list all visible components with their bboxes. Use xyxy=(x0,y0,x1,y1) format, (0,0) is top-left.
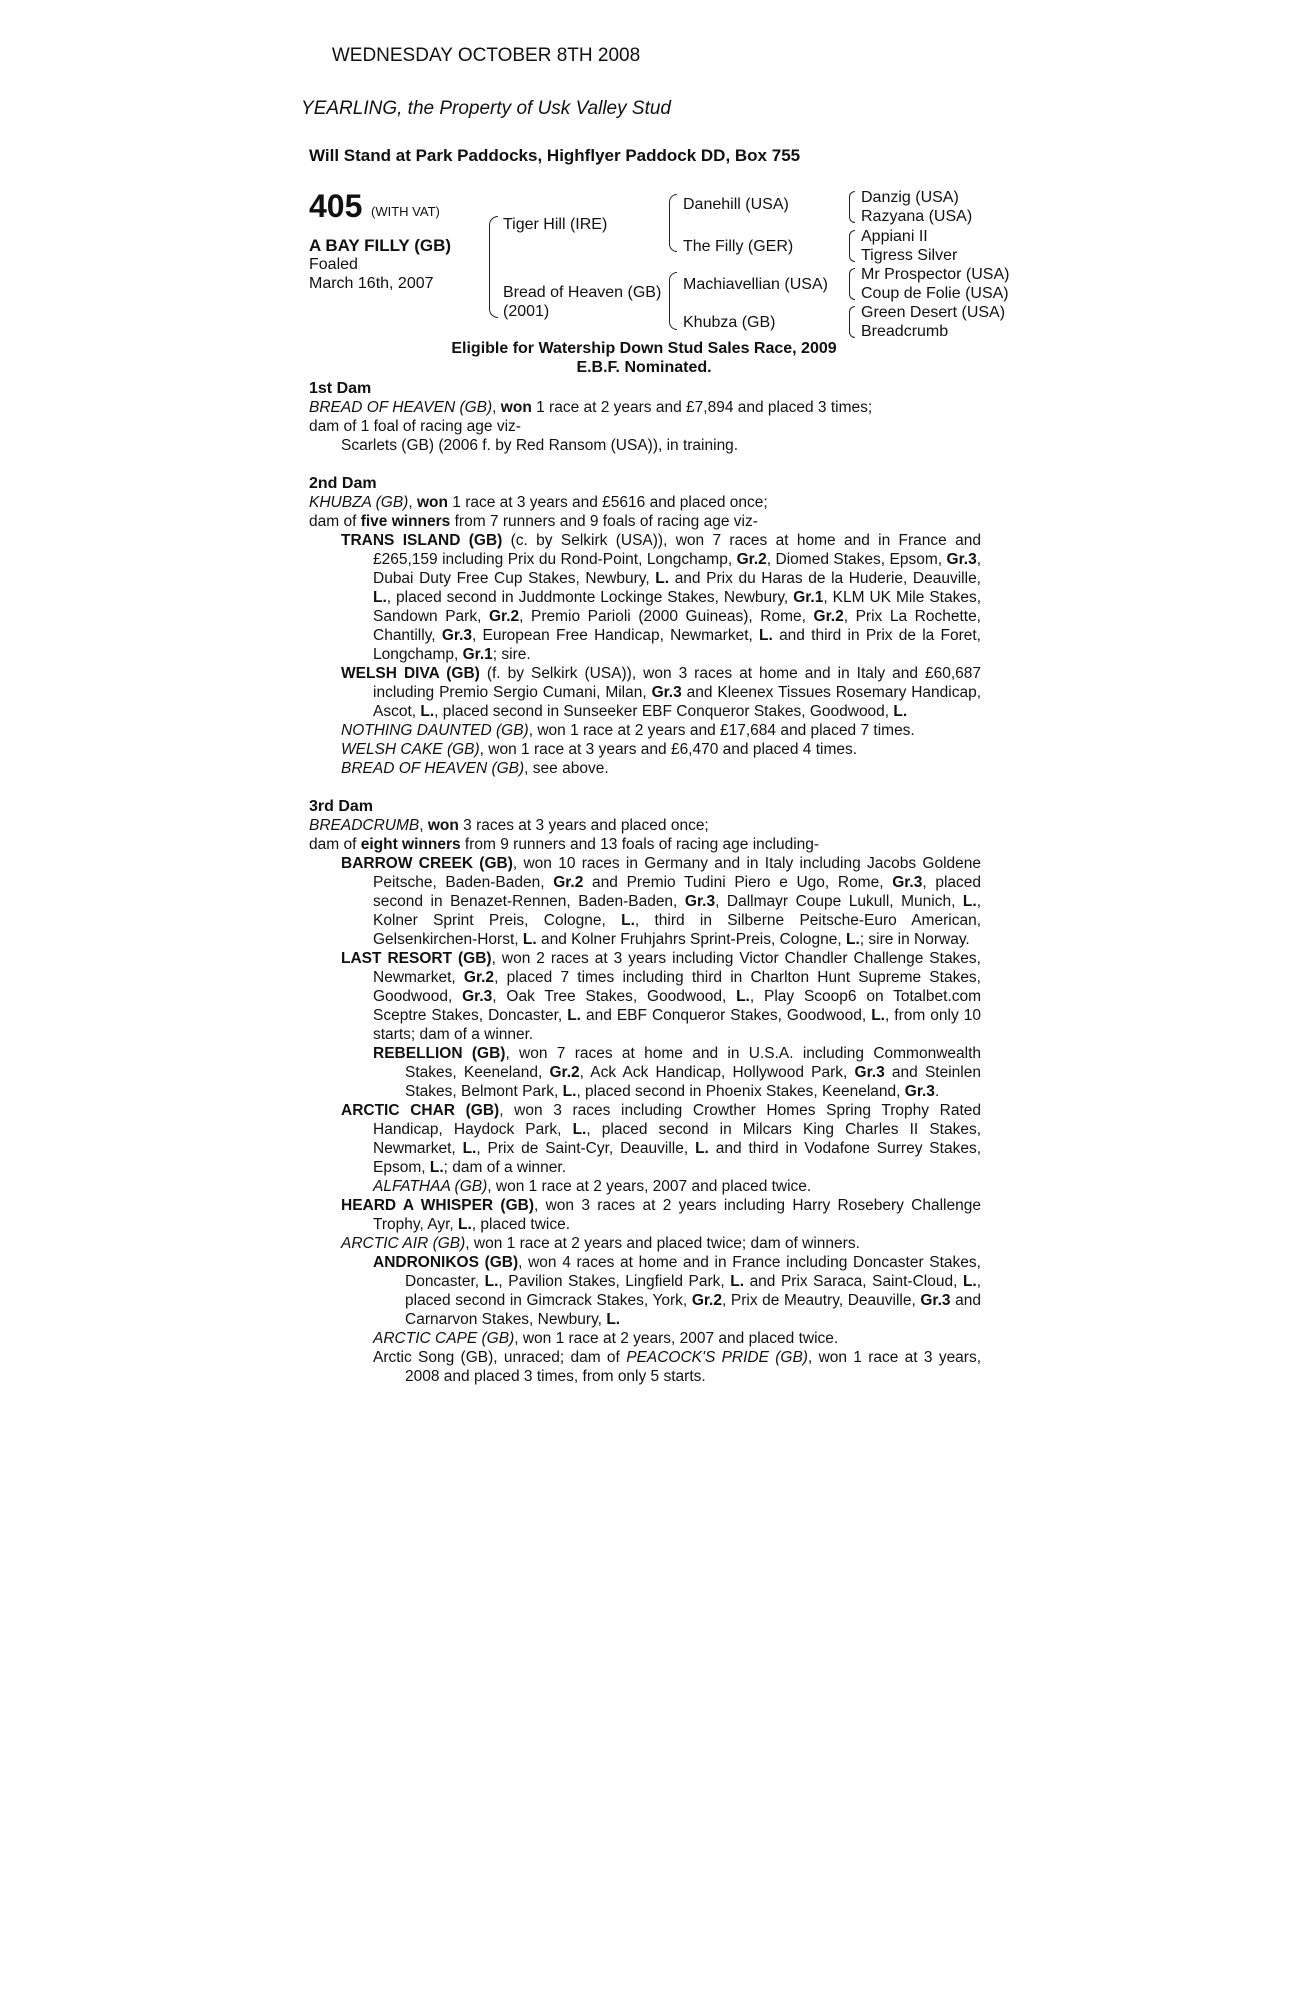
second-dam-line: KHUBZA (GB), won 1 race at 3 years and £5616 and placed once; xyxy=(309,494,768,511)
pedigree-brace xyxy=(849,191,855,223)
foaled-label: Foaled xyxy=(309,256,358,273)
produce-arctic-char: ARCTIC CHAR (GB), won 3 races including Crowther Homes Spring Trophy Rated Handicap, Haydock Park, L., placed second in Milcars King Charles II Stakes, Newmarket, L., Prix de Saint-Cyr, Deauville, L. and third in Vodafone Surrey Stakes, Epsom, L.; dam of a winner. xyxy=(341,1102,982,1176)
stand-location: Will Stand at Park Paddocks, Highflyer Paddock DD, Box 755 xyxy=(309,146,801,165)
vendor-line: YEARLING, the Property of Usk Valley Stud xyxy=(301,98,671,119)
produce-heard-a-whisper: HEARD A WHISPER (GB), won 3 races at 2 years including Harry Rosebery Challenge Trophy, Ayr, L., placed twice. xyxy=(341,1197,981,1233)
pedigree-g3-5: Mr Prospector (USA) xyxy=(861,266,1010,283)
pedigree-g3-1: Danzig (USA) xyxy=(861,189,959,206)
produce-rebellion: REBELLION (GB), won 7 races at home and in U.S.A. including Commonwealth Stakes, Keeneland, Gr.2, Ack Ack Handicap, Hollywood Park, Gr.3 and Steinlen Stakes, Belmont Park, L., placed second in Phoenix Stakes, Keeneland, Gr.3. xyxy=(373,1045,982,1100)
produce-trans-island: TRANS ISLAND (GB) (c. by Selkirk (USA)), won 7 races at home and in France and £265,159 including Prix du Rond-Point, Longchamp, Gr.2, Diomed Stakes, Epsom, Gr.3, Dubai Duty Free Cup Stakes, Newbury, L. and Prix du Haras de la Huderie, Deauville, L., placed second in Juddmonte Lockinge Stakes, Newbury, Gr.1, KLM UK Mile Stakes, Sandown Park, Gr.2, Premio Parioli (2000 Guineas), Rome, Gr.2, Prix La Rochette, Chantilly, Gr.3, European Free Handicap, Newmarket, L. and third in Prix de la Foret, Longchamp, Gr.1; sire. xyxy=(341,532,982,663)
pedigree-g3-2: Razyana (USA) xyxy=(861,208,973,225)
first-dam-heading: 1st Dam xyxy=(309,380,372,397)
produce-barrow-creek: BARROW CREEK (GB), won 10 races in Germany and in Italy including Jacobs Goldene Peitsche, Baden-Baden, Gr.2 and Premio Tudini Piero e Ugo, Rome, Gr.3, placed second in Benazet-Rennen, Baden-Baden, Gr.3, Dallmayr Coupe Lukull, Munich, L., Kolner Sprint Preis, Cologne, L., third in Silberne Peitsche-Euro American, Gelsenkirchen-Horst, L. and Kolner Fruhjahrs Sprint-Preis, Cologne, L.; sire in Norway. xyxy=(341,855,982,948)
pedigree-g3-8: Breadcrumb xyxy=(861,323,949,340)
pedigree-sire-dam: The Filly (GER) xyxy=(683,238,794,255)
third-dam-heading: 3rd Dam xyxy=(309,798,374,815)
produce-welsh-diva: WELSH DIVA (GB) (f. by Selkirk (USA)), won 3 races at home and in Italy and £60,687 including Premio Sergio Cumani, Milan, Gr.3 and Kleenex Tissues Rosemary Handicap, Ascot, L., placed second in Sunseeker EBF Conqueror Stakes, Goodwood, L. xyxy=(341,665,981,720)
produce-andronikos: ANDRONIKOS (GB), won 4 races at home and in France including Doncaster Stakes, Doncaster, L., Pavilion Stakes, Lingfield Park, L. and Prix Saraca, Saint-Cloud, L., placed second in Gimcrack Stakes, York, Gr.2, Prix de Meautry, Deauville, Gr.3 and Carnarvon Stakes, Newbury, L. xyxy=(373,1254,982,1328)
vat-note: (WITH VAT) xyxy=(371,204,440,219)
first-dam-produce: dam of 1 foal of racing age viz- xyxy=(309,418,521,435)
produce-arctic-air: ARCTIC AIR (GB), won 1 race at 2 years and placed twice; dam of winners. xyxy=(341,1235,860,1252)
pedigree-brace xyxy=(669,194,677,252)
pedigree-g3-6: Coup de Folie (USA) xyxy=(861,285,1009,302)
pedigree-brace xyxy=(849,306,855,338)
second-dam-produce: dam of five winners from 7 runners and 9 foals of racing age viz- xyxy=(309,513,758,530)
pedigree-dam-sire: Machiavellian (USA) xyxy=(683,276,828,293)
produce-welsh-cake: WELSH CAKE (GB), won 1 race at 3 years and £6,470 and placed 4 times. xyxy=(341,741,858,758)
pedigree-g3-7: Green Desert (USA) xyxy=(861,304,1006,321)
first-dam-foal: Scarlets (GB) (2006 f. by Red Ransom (USA)), in training. xyxy=(341,437,739,454)
third-dam-line: BREADCRUMB, won 3 races at 3 years and placed once; xyxy=(309,817,709,834)
produce-arctic-cape: ARCTIC CAPE (GB), won 1 race at 2 years, 2007 and placed twice. xyxy=(373,1330,839,1347)
produce-nothing-daunted: NOTHING DAUNTED (GB), won 1 race at 2 years and £17,684 and placed 7 times. xyxy=(341,722,915,739)
second-dam-heading: 2nd Dam xyxy=(309,475,377,492)
ebf-line: E.B.F. Nominated. xyxy=(576,359,712,376)
foaled-date: March 16th, 2007 xyxy=(309,275,434,292)
horse-description: A BAY FILLY (GB) xyxy=(309,236,452,255)
lot-number: 405 xyxy=(309,188,363,224)
third-dam-produce: dam of eight winners from 9 runners and 13 foals of racing age including- xyxy=(309,836,820,853)
produce-last-resort: LAST RESORT (GB), won 2 races at 3 years including Victor Chandler Challenge Stakes, Newmarket, Gr.2, placed 7 times including third in Charlton Hunt Supreme Stakes, Goodwood, Gr.3, Oak Tree Stakes, Goodwood, L., Play Scoop6 on Totalbet.com Sceptre Stakes, Doncaster, L. and EBF Conqueror Stakes, Goodwood, L., from only 10 starts; dam of a winner. xyxy=(341,950,982,1043)
produce-arctic-song: Arctic Song (GB), unraced; dam of PEACOCK'S PRIDE (GB), won 1 race at 3 years, 2008 and placed 3 times, from only 5 starts. xyxy=(373,1349,982,1385)
family-notes xyxy=(309,379,981,1386)
produce-bread-of-heaven: BREAD OF HEAVEN (GB), see above. xyxy=(341,760,609,777)
pedigree-g3-4: Tigress Silver xyxy=(861,247,958,264)
pedigree-brace xyxy=(849,268,855,300)
sale-date: WEDNESDAY OCTOBER 8TH 2008 xyxy=(331,45,641,66)
pedigree-dam-dam: Khubza (GB) xyxy=(683,314,776,331)
produce-alfathaa: ALFATHAA (GB), won 1 race at 2 years, 2007 and placed twice. xyxy=(373,1178,812,1195)
pedigree-dam: Bread of Heaven (GB) xyxy=(503,284,662,301)
pedigree-sire-sire: Danehill (USA) xyxy=(683,196,789,213)
pedigree-brace xyxy=(489,216,498,318)
eligibility-line: Eligible for Watership Down Stud Sales Race, 2009 xyxy=(451,340,837,357)
pedigree-brace xyxy=(849,230,855,262)
first-dam-line: BREAD OF HEAVEN (GB), won 1 race at 2 years and £7,894 and placed 3 times; xyxy=(309,399,873,416)
pedigree-sire: Tiger Hill (IRE) xyxy=(503,216,608,233)
pedigree-dam-year: (2001) xyxy=(503,303,550,320)
pedigree-brace xyxy=(669,272,677,330)
pedigree-g3-3: Appiani II xyxy=(861,228,928,245)
